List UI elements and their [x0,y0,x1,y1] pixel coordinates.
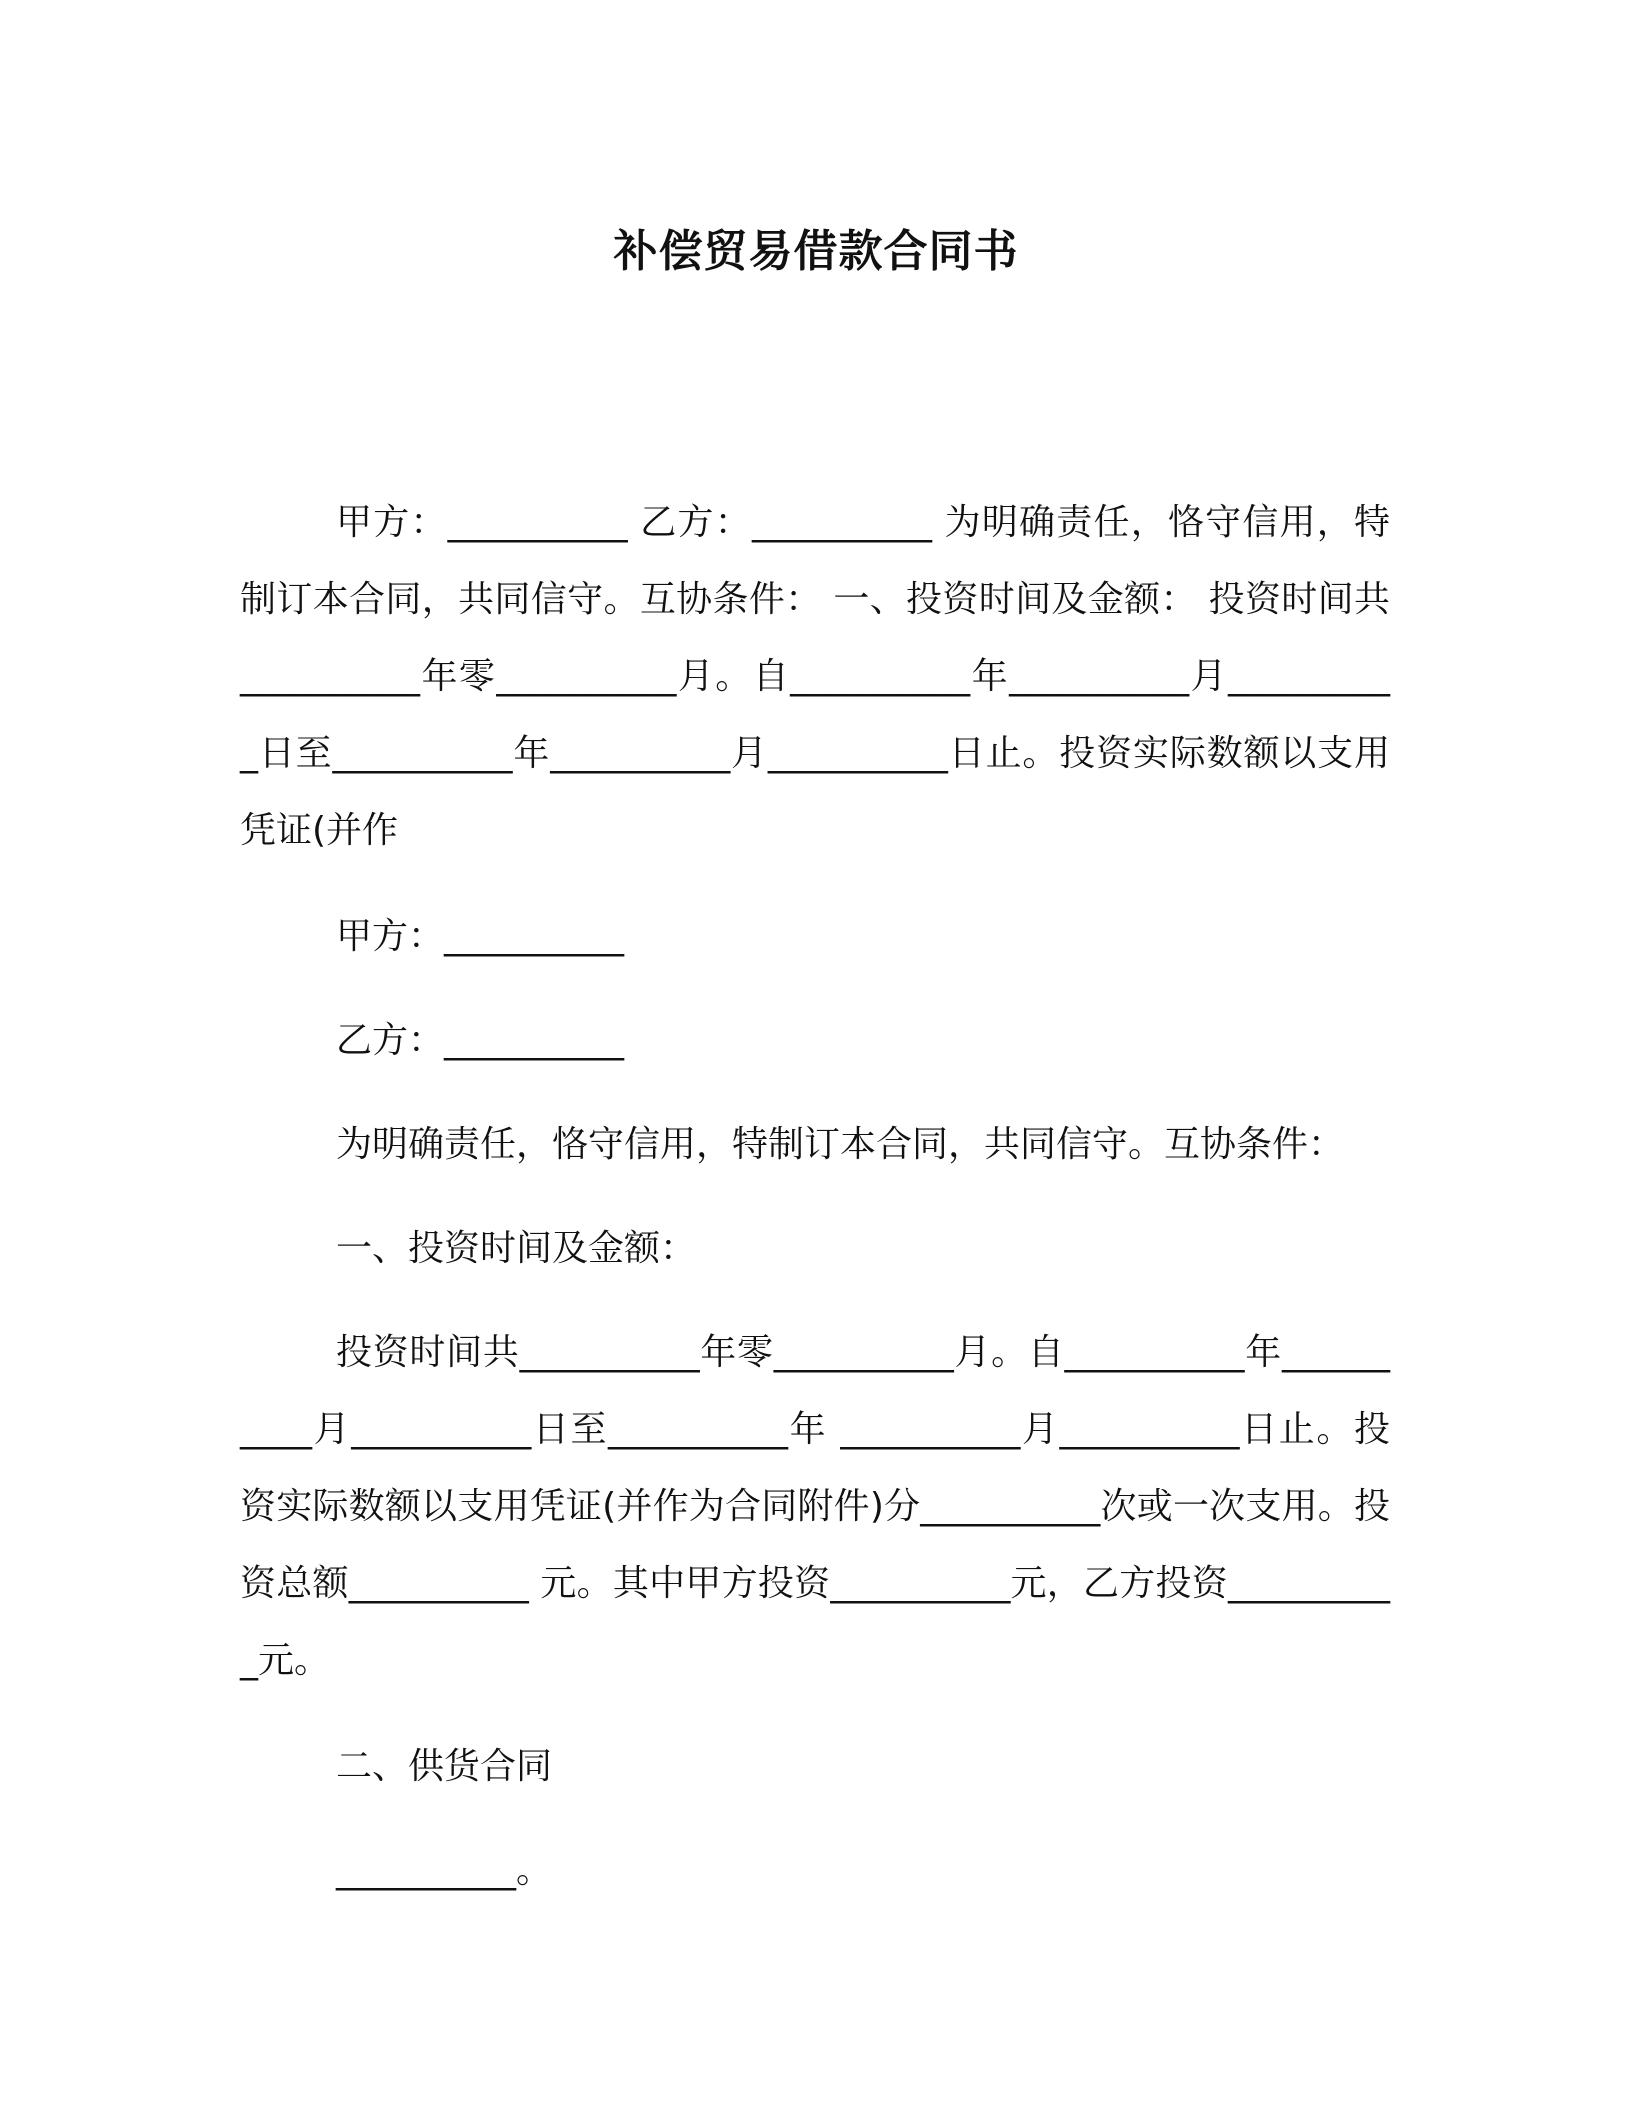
party-b-line: 乙方：__________ [336,1020,625,1061]
section-1-body: 投资时间共__________年零__________月。自__________年__________月__________日至__________年 __________月__________日止。投资实际数额以支用凭证(并作为合同附件)分__________次或一次支用。投资总额__________ 元。其中甲方投资__________元，乙方投资__________元。 [240,1332,1390,1681]
document-title: 补偿贸易借款合同书 [613,226,1019,277]
party-a-line: 甲方：__________ [336,916,625,957]
purpose-paragraph: 为明确责任，恪守信用，特制订本合同，共同信守。互协条件： [336,1124,1345,1165]
section-1-heading: 一、投资时间及金额： [336,1228,697,1269]
intro-paragraph: 甲方：__________ 乙方：__________ 为明确责任，恪守信用，特制订本合同，共同信守。互协条件： 一、投资时间及金额： 投资时间共__________年零__________月。自__________年__________月__________日至__________年__________月__________日止。投资实际数额以支用凭证(并作 [240,502,1391,851]
section-2-heading: 二、供货合同 [336,1746,553,1787]
section-2-blank-line: __________。 [336,1850,553,1891]
